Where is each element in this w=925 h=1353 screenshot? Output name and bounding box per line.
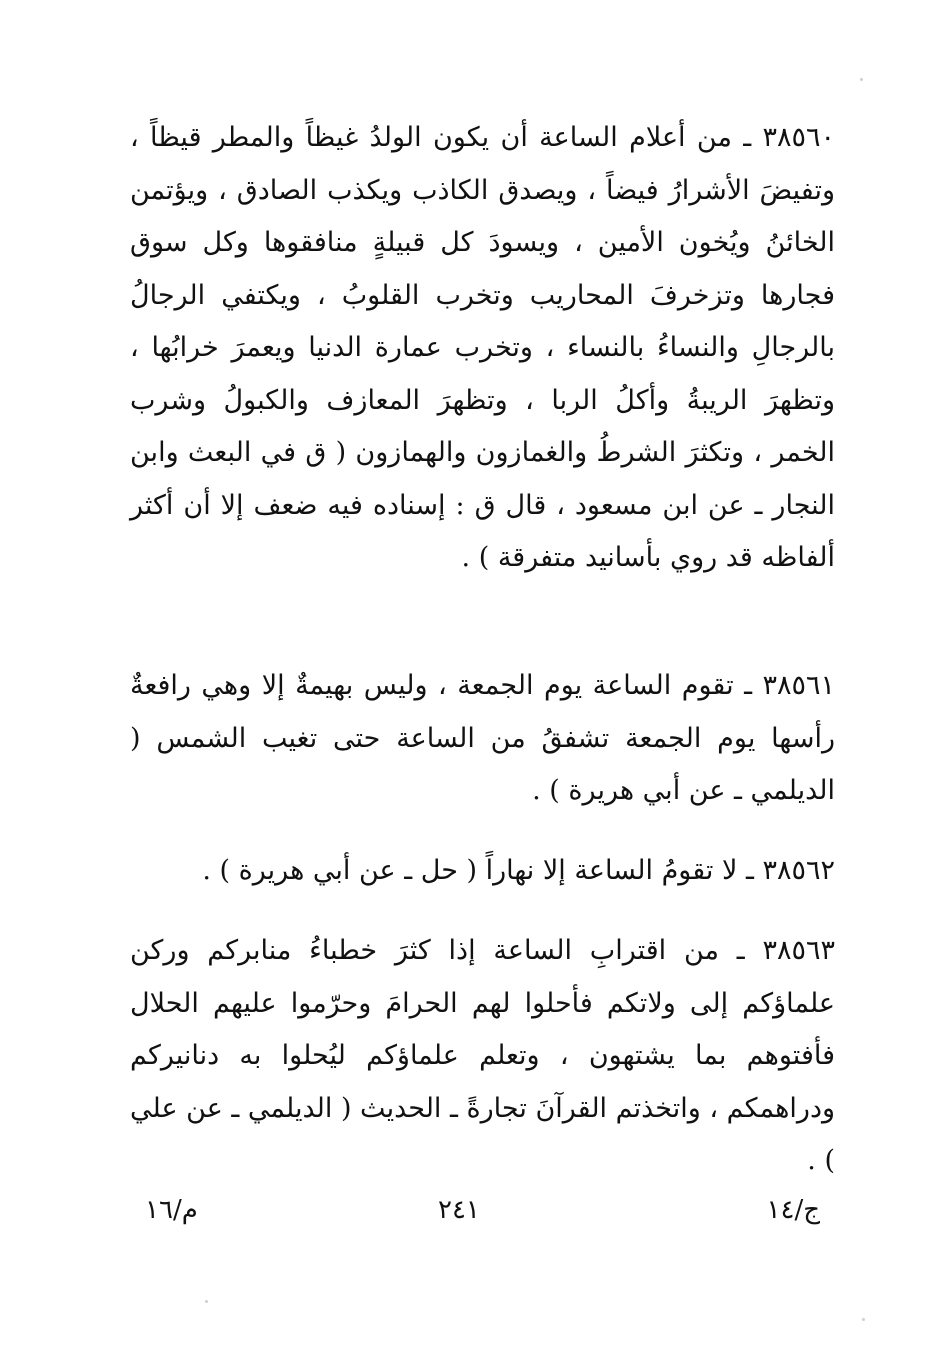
scan-speck — [862, 1318, 865, 1321]
page-number: ٢٤١ — [438, 1195, 480, 1225]
footer-left-marker: م/١٦ — [145, 1195, 198, 1225]
hadith-paragraph-38562: ٣٨٥٦٢ ـ لا تقومُ الساعة إلا نهاراً ( حل ـ عن أبي هريرة ) . — [202, 855, 835, 886]
volume-marker: ج/١٤ — [766, 1195, 820, 1225]
hadith-paragraph-38560: ٣٨٥٦٠ ـ من أعلام الساعة أن يكون الولدُ غيظاً والمطر قيظاً ، وتفيضَ الأشرارُ فيضاً ، ويصدق الكاذب ويكذب الصادق ، ويؤتمن الخائنُ ويُخون الأمين ، ويسودَ كل قبيلةٍ منافقوها وكل سوق فجارها وتزخرفَ المحاريب وتخرب القلوبُ ، ويكتفي الرجالُ بالرجالِ والنساءُ بالنساء ، وتخرب عمارة الدنيا ويعمرَ خرابُها ، وتظهرَ الريبةُ وأكلُ الربا ، وتظهرَ المعازف والكبولُ وشرب الخمر ، وتكثرَ الشرطُ والغمازون والهمازون ( ق في البعث وابن النجار ـ عن ابن مسعود ، قال ق : إسناده فيه ضعف إلا أن أكثر ألفاظه قد روي بأسانيد متفرقة ) . — [130, 122, 835, 573]
scan-speck — [860, 78, 863, 81]
scan-speck — [205, 1300, 208, 1303]
hadith-paragraph-38561: ٣٨٥٦١ ـ تقوم الساعة يوم الجمعة ، وليس بهيمةٌ إلا وهي رافعةٌ رأسها يوم الجمعة تشفقُ من الساعة حتى تغيب الشمس ( الديلمي ـ عن أبي هريرة ) . — [130, 670, 835, 806]
hadith-paragraph-38563: ٣٨٥٦٣ ـ من اقترابِ الساعة إذا كثرَ خطباءُ منابركم وركن علماؤكم إلى ولاتكم فأحلوا لهم الحرامَ وحرّموا عليهم الحلال فأفتوهم بما يشتهون ، وتعلم علماؤكم ليُحلوا به دنانيركم ودراهمكم ، واتخذتم القرآنَ تجارةً ـ الحديث ( الديلمي ـ عن علي ) . — [130, 935, 836, 1176]
